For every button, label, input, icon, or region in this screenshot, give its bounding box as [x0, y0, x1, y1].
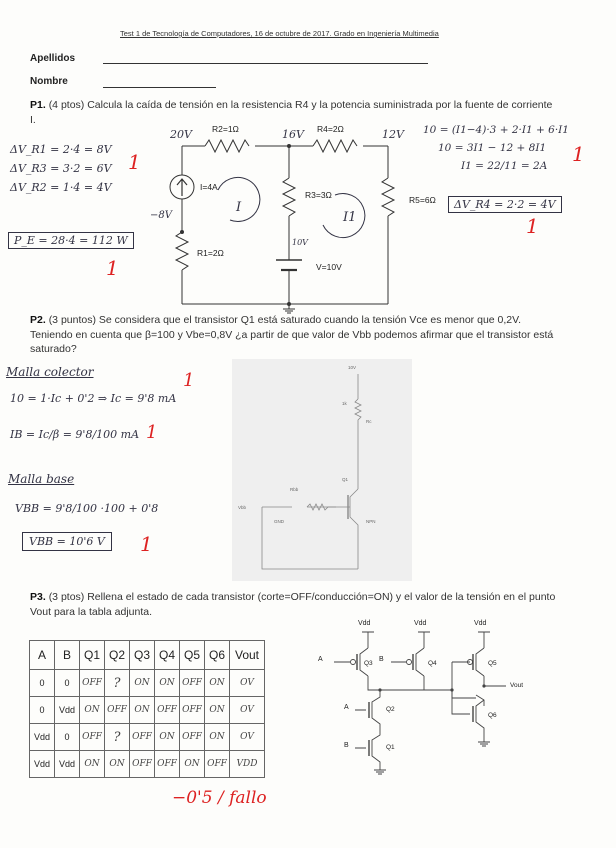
- table-header: Q2: [105, 641, 130, 670]
- table-cell[interactable]: OFF: [180, 670, 205, 697]
- r4-label: R4=2Ω: [317, 124, 344, 134]
- cmos-b: B: [344, 742, 349, 749]
- table-cell[interactable]: OV: [230, 670, 265, 697]
- schem-npn: NPN: [366, 519, 376, 524]
- table-cell: 0: [30, 697, 55, 724]
- source-i-label: I=4A: [200, 182, 218, 192]
- apellidos-label: Apellidos: [30, 53, 76, 64]
- node-voltage: −8V: [150, 210, 172, 221]
- schem-rb: Rbb: [290, 487, 299, 492]
- p1-label: P1.: [30, 99, 46, 111]
- table-cell: Vdd: [30, 724, 55, 751]
- schem-vbb: Vbb: [238, 505, 247, 510]
- p1-mark: 1: [128, 150, 141, 174]
- table-cell[interactable]: OFF: [130, 751, 155, 778]
- table-cell[interactable]: VDD: [230, 751, 265, 778]
- table-cell[interactable]: OFF: [205, 751, 230, 778]
- table-header: Q1: [80, 641, 105, 670]
- node-voltage: 16V: [282, 128, 304, 141]
- table-cell[interactable]: ON: [80, 751, 105, 778]
- cmos-q5: Q5: [488, 660, 497, 667]
- p1-mark: 1: [526, 214, 539, 238]
- table-header: Q4: [155, 641, 180, 670]
- cmos-vout: Vout: [510, 682, 524, 689]
- node-voltage: 20V: [170, 128, 192, 141]
- table-header: Q3: [130, 641, 155, 670]
- p1-hand-line: ΔV_R3 = 3·2 = 6V: [10, 162, 112, 175]
- p3-grade: −0'5 / fallo: [172, 788, 267, 808]
- schem-ground: GND: [274, 519, 284, 524]
- cmos-q6: Q6: [488, 712, 497, 719]
- r5-label: R5=6Ω: [409, 195, 436, 205]
- table-cell[interactable]: OFF: [155, 697, 180, 724]
- table-cell[interactable]: ON: [155, 724, 180, 751]
- cmos-q2: Q2: [386, 706, 395, 713]
- schem-vcc: 10V: [348, 365, 357, 370]
- p2-mark: 1: [146, 422, 158, 443]
- p1-mark: 1: [572, 142, 585, 166]
- p3-text: (3 ptos) Rellena el estado de cada transistor (corte=OFF/conducción=ON) y el valor de la tensión en el punto Vout para la tabla adjunta.: [30, 591, 556, 618]
- p2-answer: VBB = 10'6 V: [22, 532, 112, 551]
- p2-mark: 1: [183, 370, 195, 391]
- table-cell[interactable]: ?: [105, 724, 130, 751]
- p1-r4-answer: ΔV_R4 = 2·2 = 4V: [448, 196, 562, 213]
- source-v-label: V=10V: [316, 262, 342, 272]
- r1-label: R1=2Ω: [197, 248, 224, 258]
- table-cell: Vdd: [55, 751, 80, 778]
- table-header: A: [30, 641, 55, 670]
- p1-hand-line: 10 = 3I1 − 12 + 8I1: [438, 142, 547, 154]
- table-cell[interactable]: ?: [105, 670, 130, 697]
- table-cell[interactable]: ON: [80, 697, 105, 724]
- table-cell[interactable]: ON: [180, 751, 205, 778]
- table-cell[interactable]: OFF: [80, 670, 105, 697]
- table-cell[interactable]: ON: [105, 751, 130, 778]
- cmos-vdd: Vdd: [414, 620, 427, 627]
- p1-hand-line: ΔV_R1 = 2·4 = 8V: [10, 143, 112, 156]
- p2-mark: 1: [140, 532, 153, 556]
- p2-text: (3 puntos) Se considera que el transistor Q1 está saturado cuando la tensión Vce es menor que 0,2V. Teniendo en cuenta que β=100 y Vbe=0,8V ¿a partir de que valor de Vbb podemos afirmar que el transistor está saturado?: [30, 314, 554, 355]
- table-header: Q5: [180, 641, 205, 670]
- schem-rc: Rc: [366, 419, 372, 424]
- table-cell[interactable]: OFF: [155, 751, 180, 778]
- loop-label: I1: [343, 210, 357, 225]
- p3-label: P3.: [30, 591, 46, 603]
- p1-power-answer: P_E = 28·4 = 112 W: [8, 232, 134, 249]
- table-cell: Vdd: [55, 697, 80, 724]
- table-cell[interactable]: OFF: [180, 724, 205, 751]
- schem-one: 1k: [342, 401, 347, 406]
- table-cell: 0: [30, 670, 55, 697]
- p2-hand-line: Malla base: [8, 472, 75, 486]
- table-cell[interactable]: OV: [230, 724, 265, 751]
- node-voltage: 10V: [292, 238, 308, 247]
- table-cell[interactable]: OV: [230, 697, 265, 724]
- p2-hand-line: 10 = 1·Ic + 0'2 ⇒ Ic = 9'8 mA: [10, 392, 177, 405]
- cmos-a: A: [318, 656, 323, 663]
- cmos-q3: Q3: [364, 660, 373, 667]
- table-cell[interactable]: ON: [130, 670, 155, 697]
- r2-label: R2=1Ω: [212, 124, 239, 134]
- p2-hand-line: Malla colector: [6, 365, 94, 379]
- cmos-q4: Q4: [428, 660, 437, 667]
- cmos-b: B: [379, 656, 384, 663]
- p2-hand-line: IB = Ic/β = 9'8/100 mA: [10, 428, 140, 441]
- table-header: B: [55, 641, 80, 670]
- nombre-label: Nombre: [30, 76, 68, 87]
- schem-q: Q1: [342, 477, 349, 482]
- table-cell: 0: [55, 724, 80, 751]
- cmos-a: A: [344, 704, 349, 711]
- table-cell[interactable]: OFF: [180, 697, 205, 724]
- table-header: Q6: [205, 641, 230, 670]
- p2-hand-line: VBB = 9'8/100 ·100 + 0'8: [15, 502, 159, 515]
- cmos-vdd: Vdd: [358, 620, 371, 627]
- table-cell[interactable]: ON: [205, 670, 230, 697]
- table-cell[interactable]: ON: [155, 670, 180, 697]
- table-cell: 0: [55, 670, 80, 697]
- table-cell[interactable]: OFF: [105, 697, 130, 724]
- table-cell[interactable]: ON: [205, 724, 230, 751]
- table-cell: Vdd: [30, 751, 55, 778]
- table-header: Vout: [230, 641, 265, 670]
- table-cell[interactable]: OFF: [130, 724, 155, 751]
- r3-label: R3=3Ω: [305, 190, 332, 200]
- p1-hand-line: 10 = (I1−4)·3 + 2·I1 + 6·I1: [423, 124, 569, 136]
- p1-text: (4 ptos) Calcula la caída de tensión en la resistencia R4 y la potencia suministrada por la fuente de corriente I.: [30, 99, 553, 126]
- table-cell[interactable]: ON: [130, 697, 155, 724]
- p1-hand-line: I1 = 22/11 = 2A: [461, 160, 548, 172]
- table-cell[interactable]: OFF: [80, 724, 105, 751]
- cmos-q1: Q1: [386, 744, 395, 751]
- table-cell[interactable]: ON: [205, 697, 230, 724]
- cmos-vdd: Vdd: [474, 620, 487, 627]
- p2-label: P2.: [30, 314, 46, 326]
- loop-label: I: [236, 200, 242, 215]
- exam-header: Test 1 de Tecnología de Computadores, 16 de octubre de 2017. Grado en Ingeniería Multimedia: [120, 29, 439, 38]
- node-voltage: 12V: [382, 128, 404, 141]
- p1-hand-line: ΔV_R2 = 1·4 = 4V: [10, 181, 112, 194]
- p1-mark: 1: [106, 256, 119, 280]
